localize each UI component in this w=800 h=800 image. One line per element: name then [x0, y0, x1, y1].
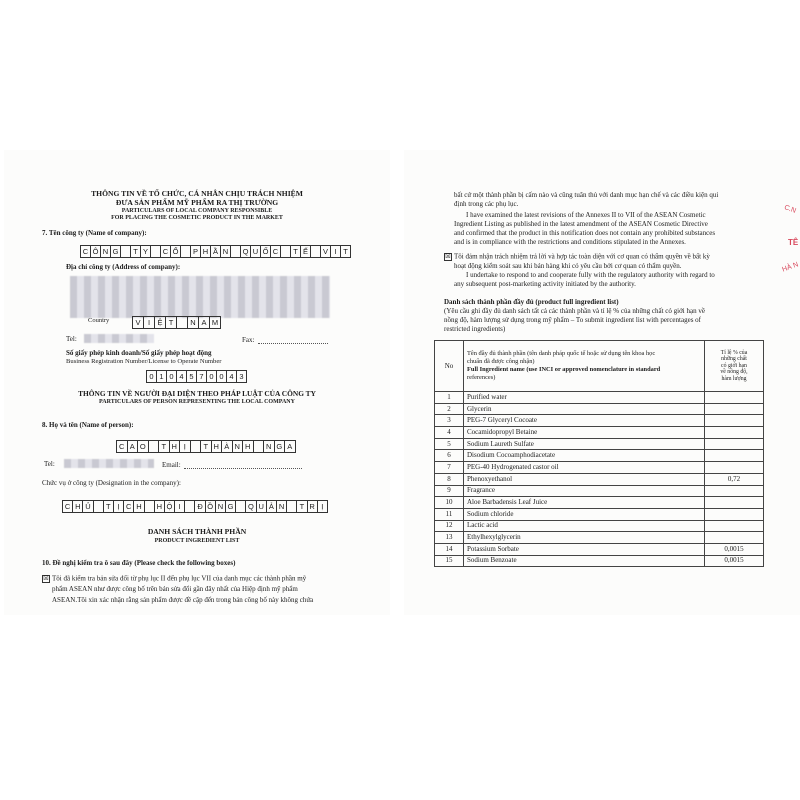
character-box	[151, 245, 161, 258]
p3-line-1	[444, 253, 710, 261]
redacted-person-tel	[64, 459, 154, 468]
character-box: C	[124, 500, 134, 513]
confirmation-line-2: phẩm ASEAN như được công bố trên bản sửa đổi gần đây nhất của Hiệp định mỹ phẩm	[52, 585, 298, 593]
tel-label: Tel:	[66, 335, 77, 343]
column-header-percent-line-5: hàm lượng	[721, 375, 747, 382]
character-box: G	[275, 440, 286, 453]
table-row	[435, 462, 764, 474]
character-box: N	[264, 440, 275, 453]
ingredient-percent	[705, 450, 764, 462]
character-box: I	[144, 316, 155, 329]
column-header-name-line-2: chuẩn đã được công nhận)	[467, 358, 535, 365]
person-tel-label: Tel:	[44, 460, 55, 468]
ingredient-no: 5	[435, 438, 464, 450]
position-label: Chức vụ ở công ty (Designation in the company):	[42, 479, 181, 487]
confirmation-line-3: ASEAN.Tôi xin xác nhận rằng sản phẩm được đề cập đến trong bản công bố này không chứa	[52, 596, 314, 604]
ingredient-percent	[705, 462, 764, 474]
character-box: Ệ	[155, 316, 166, 329]
red-stamp-fragment: HÀ N	[781, 261, 800, 274]
ingredient-table-body	[435, 392, 764, 567]
ingredient-no: 8	[435, 473, 464, 485]
ingredient-percent: 0,72	[705, 473, 764, 485]
character-box: Ô	[91, 245, 101, 258]
character-box: 0	[146, 370, 157, 383]
red-stamp-fragment: TÊ	[788, 238, 799, 247]
character-box: 4	[177, 370, 187, 383]
character-box	[94, 500, 104, 513]
character-box: T	[201, 440, 212, 453]
ingredient-name: Potassium Sorbate	[464, 543, 705, 555]
license-label-vi: Số giấy phép kinh doanh/Số giấy phép hoạt động	[66, 349, 212, 357]
ingredient-percent	[705, 485, 764, 497]
character-box: T	[297, 500, 307, 513]
ingredient-no: 9	[435, 485, 464, 497]
column-header-name-line-1: Tên đầy đủ thành phần (tên danh pháp quốc tế hoặc sử dụng tên khoa học	[467, 350, 656, 357]
position-boxes	[62, 500, 328, 513]
license-label-en: Business Registration Number/License to Operate Number	[66, 358, 222, 365]
p4-line-2: any subsequent post-marketing activity initiated by the authority.	[454, 280, 636, 288]
person-name-boxes	[116, 440, 296, 453]
checked-box-icon[interactable]: ☒	[445, 254, 451, 260]
character-box	[236, 500, 246, 513]
character-box: I	[331, 245, 341, 258]
table-row	[435, 438, 764, 450]
character-box: N	[101, 245, 111, 258]
column-header-percent-line-2: những chất	[721, 356, 747, 363]
character-box: Ị	[180, 440, 191, 453]
character-box: N	[221, 245, 231, 258]
ingredient-name: Cocamidopropyl Betaine	[464, 427, 705, 439]
ingredient-no: 3	[435, 415, 464, 427]
ingredient-no: 11	[435, 508, 464, 520]
ingredient-name: PEG-40 Hydrogenated castor oil	[464, 462, 705, 474]
character-box	[231, 245, 241, 258]
checked-box-icon[interactable]: ☒	[43, 576, 49, 582]
org-title-en-2: FOR PLACING THE COSMETIC PRODUCT IN THE MARKET	[111, 215, 283, 221]
character-box: Ộ	[165, 500, 175, 513]
license-number-boxes	[146, 370, 247, 383]
character-box: Ị	[318, 500, 328, 513]
ingredient-name: Purified water	[464, 392, 705, 404]
character-box: N	[188, 316, 199, 329]
full-list-note-2: nồng độ, hàm lượng sử dụng trong mỹ phẩm – To submit ingredient list with percentages of	[444, 316, 702, 324]
character-box: T	[166, 316, 177, 329]
character-box: A	[199, 316, 210, 329]
org-title-en: PARTICULARS OF LOCAL COMPANY RESPONSIBLE	[121, 208, 273, 214]
p2-line-1: I have examined the latest revisions of the Annexes II to VII of the ASEAN Cosmetic	[466, 211, 706, 219]
character-box: A	[128, 440, 139, 453]
character-box: À	[222, 440, 233, 453]
character-box: C	[62, 500, 73, 513]
character-box: N	[277, 500, 287, 513]
ingredient-name: Glycerin	[464, 403, 705, 415]
character-box: M	[210, 316, 221, 329]
character-box: T	[131, 245, 141, 258]
character-box: 0	[217, 370, 227, 383]
company-name-boxes	[80, 245, 351, 258]
character-box	[181, 245, 191, 258]
ingredient-percent	[705, 415, 764, 427]
character-box: Ầ	[211, 245, 221, 258]
ingredient-percent: 0,0015	[705, 543, 764, 555]
email-line	[184, 468, 302, 469]
ingredient-percent	[705, 403, 764, 415]
character-box: H	[134, 500, 144, 513]
confirmation-line-1	[42, 575, 306, 583]
ingredient-percent: 0,0015	[705, 555, 764, 567]
country-label: Country	[88, 317, 110, 324]
character-box: Ả	[267, 500, 277, 513]
table-row	[435, 427, 764, 439]
table-row	[435, 543, 764, 555]
ingredient-percent	[705, 497, 764, 509]
ingredient-no: 10	[435, 497, 464, 509]
character-box: T	[341, 245, 351, 258]
country-boxes	[132, 316, 221, 329]
ingredient-name: Sodium chloride	[464, 508, 705, 520]
character-box: H	[243, 440, 254, 453]
character-box	[281, 245, 291, 258]
character-box: Q	[246, 500, 256, 513]
ingredient-percent	[705, 392, 764, 404]
character-box: U	[251, 245, 261, 258]
email-label: Email:	[162, 461, 181, 469]
character-box	[254, 440, 265, 453]
character-box	[177, 316, 188, 329]
character-box: 5	[187, 370, 197, 383]
ingredient-percent	[705, 532, 764, 544]
character-box	[287, 500, 297, 513]
column-header-name	[464, 341, 705, 392]
character-box: T	[104, 500, 114, 513]
org-title-vi-2: ĐƯA SẢN PHẨM MỸ PHẨM RA THỊ TRƯỜNG	[115, 198, 279, 207]
ingredient-name: Disodium Cocoamphodiacetate	[464, 450, 705, 462]
full-list-note-1: (Yêu cầu ghi đầy đủ danh sách tất cả các thành phần và tỉ lệ % của những chất có giới hạn về	[444, 307, 705, 315]
ingredient-no: 6	[435, 450, 464, 462]
character-box: Ị	[114, 500, 124, 513]
character-box: Q	[241, 245, 251, 258]
table-row	[435, 485, 764, 497]
column-header-percent-line-4: về nồng độ,	[720, 369, 748, 376]
p1-line-2: định trong các phụ lục.	[454, 200, 519, 208]
character-box: V	[132, 316, 144, 329]
ingredient-no: 1	[435, 392, 464, 404]
org-title-vi: THÔNG TIN VỀ TỔ CHỨC, CÁ NHÂN CHỊU TRÁCH NHIỆM	[91, 189, 303, 198]
table-row	[435, 497, 764, 509]
confirmation-text-1: Tôi đã kiểm tra bản sửa đổi từ phụ lục II đến phụ lục VII của danh mục các thành phần mỹ	[52, 574, 307, 583]
character-box: 0	[167, 370, 177, 383]
character-box: T	[291, 245, 301, 258]
character-box: I	[175, 500, 185, 513]
character-box: H	[170, 440, 181, 453]
red-stamp-fragment: C.N	[783, 204, 797, 215]
column-header-no: No	[435, 341, 464, 392]
character-box: A	[285, 440, 296, 453]
character-box: U	[257, 500, 267, 513]
fax-label: Fax:	[242, 336, 255, 344]
ingredient-name: Sodium Benzoate	[464, 555, 705, 567]
rep-title-vi: THÔNG TIN VỀ NGƯỜI ĐẠI DIỆN THEO PHÁP LUẬT CỦA CÔNG TY	[78, 389, 316, 398]
ingredient-list-title-en: PRODUCT INGREDIENT LIST	[154, 538, 240, 544]
character-box: O	[138, 440, 149, 453]
redacted-tel	[84, 334, 154, 343]
p2-line-3: and confirmed that the product in this notification does not contain any prohibited substances	[454, 229, 716, 237]
ingredient-no: 14	[435, 543, 464, 555]
company-name-label: 7. Tên công ty (Name of company):	[42, 229, 147, 237]
ingredient-percent	[705, 508, 764, 520]
ingredient-list-title-vi: DANH SÁCH THÀNH PHẦN	[147, 527, 247, 536]
fax-line	[258, 343, 328, 344]
table-row	[435, 450, 764, 462]
table-header-row	[435, 341, 764, 392]
table-row	[435, 403, 764, 415]
character-box: N	[233, 440, 244, 453]
redacted-address	[70, 276, 330, 318]
character-box: Ế	[301, 245, 311, 258]
character-box: Đ	[195, 500, 205, 513]
character-box: H	[73, 500, 83, 513]
table-row	[435, 392, 764, 404]
character-box: C	[116, 440, 128, 453]
ingredient-no: 12	[435, 520, 464, 532]
character-box: H	[201, 245, 211, 258]
character-box: H	[212, 440, 223, 453]
character-box: 3	[237, 370, 247, 383]
column-header-percent	[705, 341, 764, 392]
character-box: Ồ	[206, 500, 216, 513]
character-box: N	[216, 500, 226, 513]
character-box: Ố	[261, 245, 271, 258]
ingredient-name: PEG-7 Glyceryl Cocoate	[464, 415, 705, 427]
character-box: R	[308, 500, 318, 513]
address-label: Địa chỉ công ty (Address of company):	[66, 263, 181, 271]
ingredient-percent	[705, 427, 764, 439]
left-document-page	[4, 150, 390, 615]
table-row	[435, 508, 764, 520]
ingredient-percent	[705, 520, 764, 532]
character-box: T	[159, 440, 170, 453]
column-header-percent-line-3: có giới hạn	[721, 362, 747, 369]
character-box: 7	[197, 370, 207, 383]
character-box: Ổ	[171, 245, 181, 258]
character-box	[149, 440, 160, 453]
character-box: G	[226, 500, 236, 513]
p2-line-4: and is in compliance with the restrictions and conditions stipulated in the Annexes.	[454, 238, 686, 246]
full-list-heading: Danh sách thành phần đầy đủ (product full ingredient list)	[444, 298, 619, 306]
character-box	[145, 500, 155, 513]
character-box: C	[161, 245, 171, 258]
table-row	[435, 520, 764, 532]
full-list-note-3: restricted ingredients)	[444, 325, 506, 333]
column-header-name-line-4: references)	[467, 374, 496, 381]
table-row	[435, 415, 764, 427]
table-row	[435, 555, 764, 567]
table-row	[435, 473, 764, 485]
p1-line-1: bất cứ một thành phần bị cấm nào và cũng tuân thủ với danh mục hạn chế và các điều kiện qui	[454, 191, 719, 199]
character-box: Ủ	[83, 500, 93, 513]
rep-title-en: PARTICULARS OF PERSON REPRESENTING THE LOCAL COMPANY	[99, 399, 295, 405]
ingredient-name: Fragrance	[464, 485, 705, 497]
table-row	[435, 532, 764, 544]
ingredient-no: 13	[435, 532, 464, 544]
ingredient-name: Lactic acid	[464, 520, 705, 532]
right-document-page	[404, 150, 800, 615]
ingredient-name: Aloe Barbadensis Leaf Juice	[464, 497, 705, 509]
character-box: V	[321, 245, 331, 258]
column-header-percent-line-1: Tỉ lệ % của	[720, 350, 748, 357]
character-box: 1	[157, 370, 167, 383]
ingredient-name: Phenoxyethanol	[464, 473, 705, 485]
character-box	[185, 500, 195, 513]
character-box: H	[155, 500, 165, 513]
character-box	[191, 440, 202, 453]
character-box: G	[111, 245, 121, 258]
character-box: 4	[227, 370, 237, 383]
check-boxes-label: 10. Đề nghị kiểm tra ô sau đây (Please check the following boxes)	[42, 559, 236, 567]
p2-line-2: Ingredient Listing as published in the latest amendment of the ASEAN Cosmetic Directive	[454, 220, 708, 228]
ingredient-no: 15	[435, 555, 464, 567]
ingredient-name: Sodium Laureth Sulfate	[464, 438, 705, 450]
ingredient-name: Ethylhexylglycerin	[464, 532, 705, 544]
character-box: C	[271, 245, 281, 258]
character-box: 0	[207, 370, 217, 383]
character-box	[121, 245, 131, 258]
ingredient-no: 7	[435, 462, 464, 474]
p3-line-2: hoạt động kiểm soát sau khi bán hàng khi có yêu cầu bởi cơ quan có thẩm quyền.	[454, 262, 682, 270]
p4-line-1: I undertake to respond to and cooperate fully with the regulatory authority with regard to	[466, 271, 715, 279]
ingredient-no: 4	[435, 427, 464, 439]
character-box: C	[80, 245, 91, 258]
character-box: Y	[141, 245, 151, 258]
character-box: P	[191, 245, 201, 258]
p3-text-1: Tôi đảm nhận trách nhiệm trả lời và hợp tác toàn diện với cơ quan có thẩm quyền về bất kỳ	[454, 252, 710, 261]
character-box	[311, 245, 321, 258]
column-header-name-line-3: Full Ingredient name (use INCI or approved nomenclature in standard	[467, 366, 661, 373]
ingredient-percent	[705, 438, 764, 450]
person-name-label: 8. Họ và tên (Name of person):	[42, 421, 134, 429]
ingredient-table	[434, 340, 764, 567]
ingredient-no: 2	[435, 403, 464, 415]
